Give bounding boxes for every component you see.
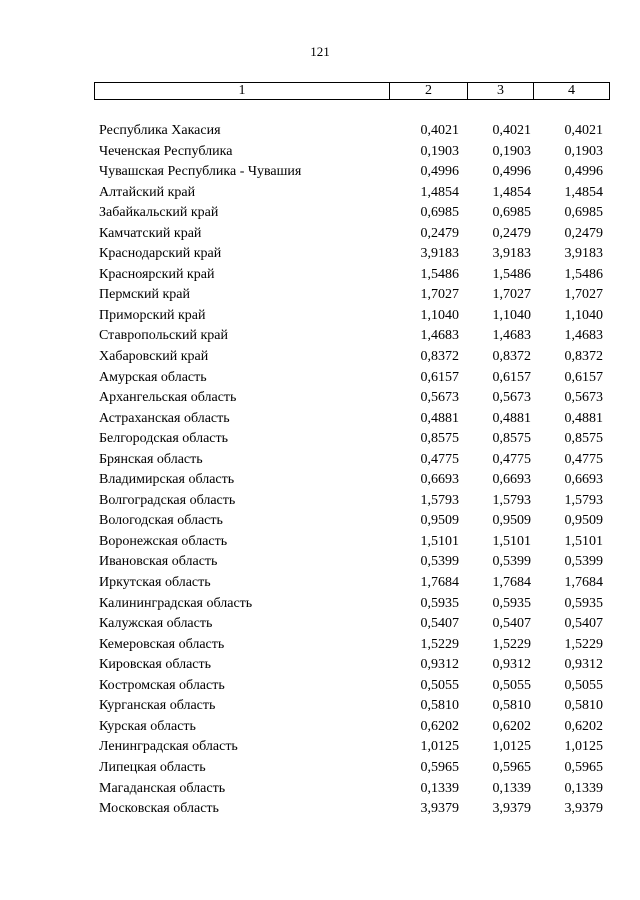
value-col-2: 3,9379: [420, 801, 459, 817]
value-col-3: 1,5793: [492, 492, 531, 508]
value-col-3: 0,5407: [492, 616, 531, 632]
region-name: Липецкая область: [99, 759, 206, 775]
region-name: Ивановская область: [99, 554, 218, 570]
value-col-2: 1,5229: [420, 636, 459, 652]
region-name: Астраханская область: [99, 410, 230, 426]
value-col-2: 3,9183: [420, 246, 459, 262]
value-col-4: 1,5793: [564, 492, 603, 508]
value-col-2: 0,1339: [420, 780, 459, 796]
value-col-3: 1,0125: [492, 739, 531, 755]
region-name: Московская область: [99, 801, 219, 817]
value-col-3: 1,5101: [492, 533, 531, 549]
value-col-3: 0,6985: [492, 205, 531, 221]
table-row: [0, 758, 640, 779]
value-col-4: 1,7684: [564, 575, 603, 591]
table-row: [0, 594, 640, 615]
region-name: Краснодарский край: [99, 246, 222, 262]
value-col-4: 0,6693: [564, 472, 603, 488]
value-col-4: 0,5055: [564, 677, 603, 693]
value-col-3: 0,5673: [492, 390, 531, 406]
region-name: Хабаровский край: [99, 349, 209, 365]
value-col-2: 0,4775: [420, 451, 459, 467]
table-row: [0, 779, 640, 800]
value-col-4: 0,5810: [564, 698, 603, 714]
value-col-2: 0,6202: [420, 718, 459, 734]
table-row: [0, 511, 640, 532]
table-row: [0, 162, 640, 183]
value-col-2: 0,2479: [420, 225, 459, 241]
region-name: Волгоградская область: [99, 492, 236, 508]
value-col-2: 0,9509: [420, 513, 459, 529]
table-row: [0, 183, 640, 204]
region-name: Калужская область: [99, 616, 213, 632]
table-row: [0, 450, 640, 471]
value-col-3: 1,5486: [492, 266, 531, 282]
value-col-3: 0,5965: [492, 759, 531, 775]
table-row: [0, 203, 640, 224]
table-row: [0, 306, 640, 327]
region-name: Белгородская область: [99, 431, 229, 447]
region-name: Кировская область: [99, 657, 212, 673]
table-row: [0, 737, 640, 758]
value-col-3: 3,9379: [492, 801, 531, 817]
value-col-4: 1,5486: [564, 266, 603, 282]
table-row: [0, 142, 640, 163]
value-col-2: 1,0125: [420, 739, 459, 755]
region-name: Калининградская область: [99, 595, 253, 611]
value-col-4: 0,4996: [564, 164, 603, 180]
value-col-2: 0,5673: [420, 390, 459, 406]
column-header-1: 1: [95, 83, 390, 100]
value-col-2: 1,4854: [420, 184, 459, 200]
region-name: Магаданская область: [99, 780, 226, 796]
region-name: Красноярский край: [99, 266, 215, 282]
value-col-3: 0,6157: [492, 369, 531, 385]
region-name: Брянская область: [99, 451, 203, 467]
value-col-3: 0,9312: [492, 657, 531, 673]
value-col-4: 0,6202: [564, 718, 603, 734]
value-col-3: 0,9509: [492, 513, 531, 529]
value-col-4: 0,6157: [564, 369, 603, 385]
value-col-4: 0,5399: [564, 554, 603, 570]
value-col-3: 1,1040: [492, 307, 531, 323]
value-col-2: 0,4996: [420, 164, 459, 180]
value-col-4: 1,1040: [564, 307, 603, 323]
value-col-3: 0,5055: [492, 677, 531, 693]
value-col-3: 0,4021: [492, 123, 531, 138]
table-body: [0, 121, 640, 820]
region-name: Архангельская область: [99, 390, 237, 406]
value-col-2: 0,8372: [420, 349, 459, 365]
value-col-3: 1,4683: [492, 328, 531, 344]
value-col-3: 0,5935: [492, 595, 531, 611]
table-row: [0, 409, 640, 430]
value-col-3: 0,8575: [492, 431, 531, 447]
value-col-4: 1,5229: [564, 636, 603, 652]
table-row: [0, 552, 640, 573]
table-row: [0, 635, 640, 656]
value-col-3: 1,7684: [492, 575, 531, 591]
value-col-2: 1,5486: [420, 266, 459, 282]
value-col-4: 0,9312: [564, 657, 603, 673]
region-name: Пермский край: [99, 287, 190, 303]
value-col-4: 1,7027: [564, 287, 603, 303]
value-col-4: 0,4775: [564, 451, 603, 467]
value-col-4: 0,4881: [564, 410, 603, 426]
table-row: [0, 799, 640, 820]
value-col-4: 0,4021: [564, 123, 603, 138]
table-row: [0, 265, 640, 286]
value-col-2: 0,5399: [420, 554, 459, 570]
value-col-4: 0,6985: [564, 205, 603, 221]
table-row: [0, 676, 640, 697]
region-name: Вологодская область: [99, 513, 223, 529]
value-col-3: 0,4996: [492, 164, 531, 180]
region-name: Ставропольский край: [99, 328, 228, 344]
value-col-3: 0,5399: [492, 554, 531, 570]
value-col-2: 1,5793: [420, 492, 459, 508]
region-name: Амурская область: [99, 369, 207, 385]
value-col-4: 0,1903: [564, 143, 603, 159]
table-row: [0, 326, 640, 347]
region-name: Чувашская Республика - Чувашия: [99, 164, 302, 180]
value-col-4: 0,9509: [564, 513, 603, 529]
table-row: [0, 285, 640, 306]
value-col-3: 0,1903: [492, 143, 531, 159]
region-name: Забайкальский край: [99, 205, 219, 221]
table-row: [0, 717, 640, 738]
table-row: [0, 244, 640, 265]
table-row: [0, 655, 640, 676]
column-header-3: 3: [468, 83, 534, 100]
region-name: Ленинградская область: [99, 739, 238, 755]
table-row: [0, 224, 640, 245]
value-col-2: 0,6693: [420, 472, 459, 488]
region-name: Кемеровская область: [99, 636, 225, 652]
value-col-3: 1,4854: [492, 184, 531, 200]
table-row: [0, 368, 640, 389]
value-col-4: 0,5935: [564, 595, 603, 611]
value-col-2: 0,5935: [420, 595, 459, 611]
region-name: Костромская область: [99, 677, 225, 693]
value-col-2: 0,5965: [420, 759, 459, 775]
value-col-2: 0,8575: [420, 431, 459, 447]
table-row: [0, 573, 640, 594]
region-name: Владимирская область: [99, 472, 235, 488]
value-col-2: 1,7684: [420, 575, 459, 591]
value-col-2: 1,7027: [420, 287, 459, 303]
value-col-4: 3,9183: [564, 246, 603, 262]
value-col-2: 0,4021: [420, 123, 459, 138]
value-col-4: 1,4854: [564, 184, 603, 200]
region-name: Иркутская область: [99, 575, 211, 591]
value-col-2: 0,6985: [420, 205, 459, 221]
value-col-3: 0,2479: [492, 225, 531, 241]
value-col-4: 1,0125: [564, 739, 603, 755]
table-row: [0, 121, 640, 142]
value-col-4: 3,9379: [564, 801, 603, 817]
region-name: Приморский край: [99, 307, 206, 323]
value-col-2: 0,6157: [420, 369, 459, 385]
region-name: Чеченская Республика: [99, 143, 233, 159]
table-row: [0, 388, 640, 409]
value-col-3: 0,4775: [492, 451, 531, 467]
table-row: [0, 470, 640, 491]
table-row: [0, 491, 640, 512]
value-col-2: 0,4881: [420, 410, 459, 426]
table-row: [0, 347, 640, 368]
value-col-3: 0,4881: [492, 410, 531, 426]
region-name: Воронежская область: [99, 533, 228, 549]
value-col-2: 0,5810: [420, 698, 459, 714]
value-col-4: 0,1339: [564, 780, 603, 796]
value-col-3: 3,9183: [492, 246, 531, 262]
value-col-4: 0,5965: [564, 759, 603, 775]
region-name: Республика Хакасия: [99, 123, 221, 138]
value-col-3: 0,8372: [492, 349, 531, 365]
value-col-2: 1,4683: [420, 328, 459, 344]
column-header-4: 4: [534, 83, 610, 100]
table-row: [0, 614, 640, 635]
value-col-4: 0,8575: [564, 431, 603, 447]
value-col-4: 1,5101: [564, 533, 603, 549]
region-name: Камчатский край: [99, 225, 202, 241]
value-col-4: 1,4683: [564, 328, 603, 344]
value-col-4: 0,5407: [564, 616, 603, 632]
value-col-2: 0,5055: [420, 677, 459, 693]
column-header-table: [94, 82, 610, 100]
value-col-4: 0,5673: [564, 390, 603, 406]
value-col-3: 0,6693: [492, 472, 531, 488]
region-name: Курская область: [99, 718, 196, 734]
value-col-2: 0,9312: [420, 657, 459, 673]
value-col-3: 0,6202: [492, 718, 531, 734]
value-col-2: 1,5101: [420, 533, 459, 549]
value-col-4: 0,2479: [564, 225, 603, 241]
value-col-3: 1,5229: [492, 636, 531, 652]
value-col-2: 0,1903: [420, 143, 459, 159]
value-col-3: 1,7027: [492, 287, 531, 303]
column-header-row: [95, 83, 610, 100]
region-name: Алтайский край: [99, 184, 196, 200]
value-col-4: 0,8372: [564, 349, 603, 365]
table-row: [0, 429, 640, 450]
table-row: [0, 696, 640, 717]
region-name: Курганская область: [99, 698, 216, 714]
column-header-2: 2: [390, 83, 468, 100]
page-number: 121: [310, 44, 330, 59]
value-col-2: 1,1040: [420, 307, 459, 323]
value-col-3: 0,1339: [492, 780, 531, 796]
value-col-3: 0,5810: [492, 698, 531, 714]
table-row: [0, 532, 640, 553]
value-col-2: 0,5407: [420, 616, 459, 632]
